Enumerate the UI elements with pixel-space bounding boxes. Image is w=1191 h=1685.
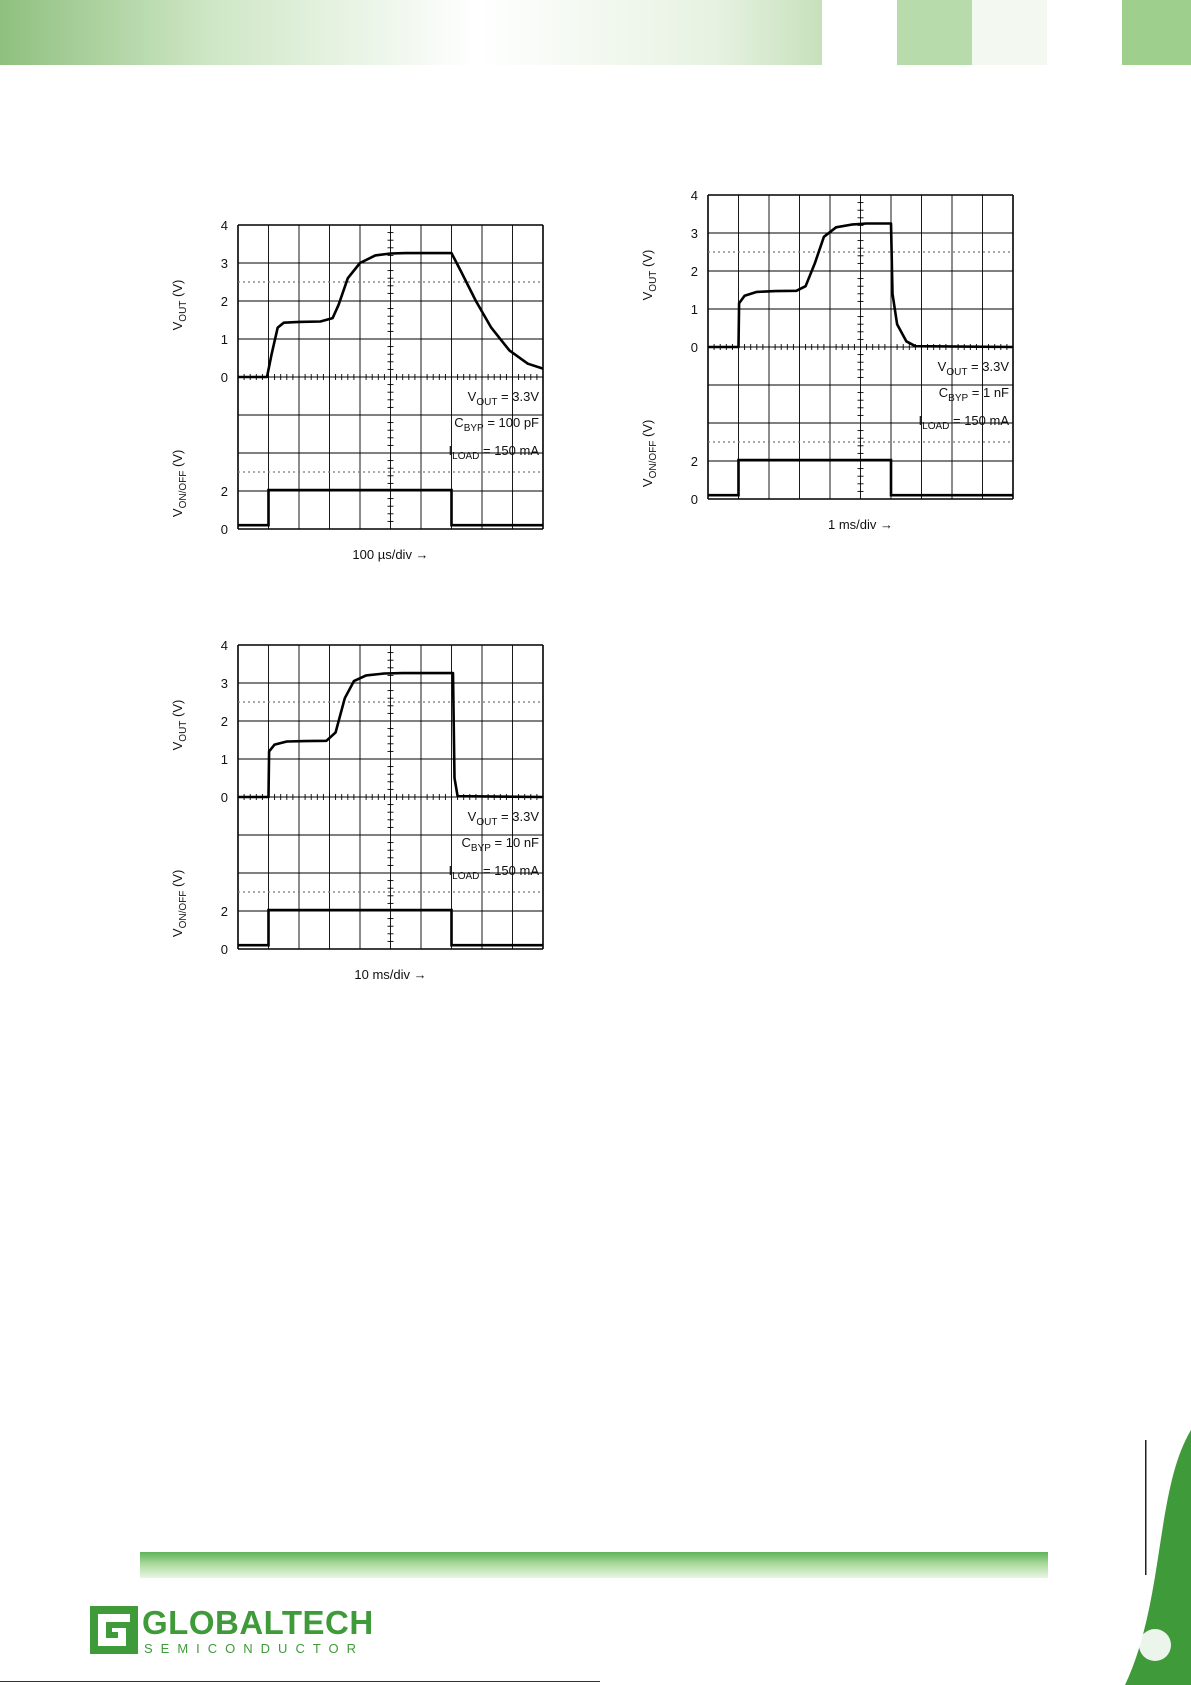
y-axis-label-vout: $V_{OUT}$ (V) — [170, 279, 189, 331]
bottom-rule — [0, 1681, 600, 1682]
header-block — [822, 0, 897, 65]
bottom-tick-label: 0 — [220, 942, 228, 957]
header-block — [1122, 0, 1191, 65]
x-axis-label: 10 ms/div → — [354, 967, 427, 982]
top-tick-label: 4 — [220, 640, 228, 653]
top-tick-label: 1 — [690, 302, 698, 317]
top-tick-label: 0 — [690, 340, 698, 355]
y-axis-label-onoff: $V_{ON/OFF}$ (V) — [170, 449, 189, 518]
annotation-vout: $V_{OUT} = 3.3V$ — [937, 359, 1009, 378]
y-axis-label-vout: $V_{OUT}$ (V) — [170, 699, 189, 751]
annotation-cbyp: $C_{BYP} = 10$ nF — [461, 835, 539, 854]
top-tick-label: 1 — [220, 332, 228, 347]
top-tick-label: 4 — [220, 220, 228, 233]
scope-chart-1ms — [630, 190, 1040, 550]
annotation-cbyp: $C_{BYP} = 100$ pF — [454, 415, 539, 434]
footer-corner-arc — [1125, 1430, 1191, 1685]
annotation-iload: $I_{LOAD} = 150$ mA — [448, 863, 539, 882]
header-block — [897, 0, 972, 65]
y-axis-label-vout: $V_{OUT}$ (V) — [640, 249, 659, 301]
top-tick-label: 3 — [690, 226, 698, 241]
annotation-anchor — [409, 385, 412, 386]
corner-highlight — [1139, 1629, 1171, 1661]
annotation-cbyp: $C_{BYP} = 1$ nF — [938, 385, 1009, 404]
x-axis-label: 100 µs/div → — [352, 547, 429, 562]
bottom-tick-label: 0 — [220, 522, 228, 537]
logo-title: GLOBALTECH — [142, 1604, 374, 1641]
annotation-vout: $V_{OUT} = 3.3V$ — [467, 809, 539, 828]
annotation-anchor — [409, 805, 412, 806]
top-tick-label: 2 — [220, 714, 228, 729]
header-block — [972, 0, 1047, 65]
top-tick-label: 2 — [220, 294, 228, 309]
header-block — [1047, 0, 1122, 65]
bottom-tick-label: 2 — [690, 454, 698, 469]
annotation-vout: $V_{OUT} = 3.3V$ — [467, 389, 539, 408]
bottom-tick-label: 0 — [690, 492, 698, 507]
logo-mark — [90, 1606, 138, 1654]
annotation-anchor — [879, 355, 882, 356]
top-tick-label: 3 — [220, 256, 228, 271]
top-tick-label: 1 — [220, 752, 228, 767]
globaltech-logo — [90, 1604, 380, 1664]
top-tick-label: 0 — [220, 370, 228, 385]
top-tick-label: 0 — [220, 790, 228, 805]
logo-subtitle: SEMICONDUCTOR — [144, 1641, 365, 1656]
scope-chart-100us — [160, 220, 570, 580]
scope-chart-10ms — [160, 640, 570, 1000]
top-tick-label: 3 — [220, 676, 228, 691]
footer-rule — [1145, 1440, 1147, 1575]
annotation-iload: $I_{LOAD} = 150$ mA — [448, 443, 539, 462]
annotation-iload: $I_{LOAD} = 150$ mA — [918, 413, 1009, 432]
y-axis-label-onoff: $V_{ON/OFF}$ (V) — [640, 419, 659, 488]
top-tick-label: 4 — [690, 190, 698, 203]
footer-band — [140, 1552, 1048, 1578]
y-axis-label-onoff: $V_{ON/OFF}$ (V) — [170, 869, 189, 938]
bottom-tick-label: 2 — [220, 904, 228, 919]
top-tick-label: 2 — [690, 264, 698, 279]
bottom-tick-label: 2 — [220, 484, 228, 499]
x-axis-label: 1 ms/div → — [827, 517, 894, 532]
header-bar — [0, 0, 1191, 65]
